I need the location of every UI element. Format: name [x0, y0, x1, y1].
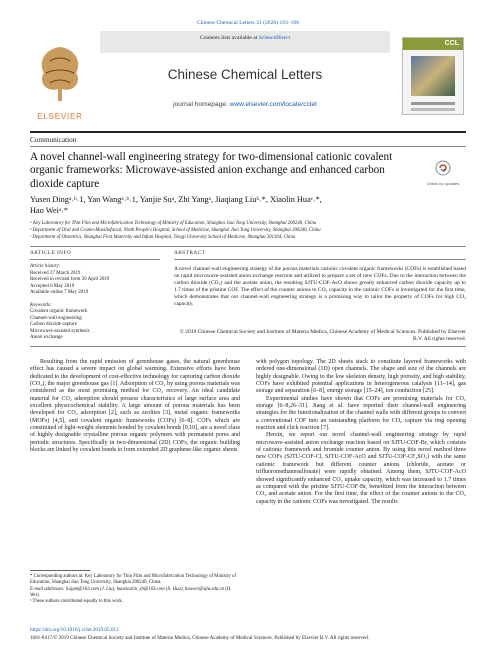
elsevier-tree-icon: [30, 39, 90, 105]
contents-bar: [100, 31, 390, 53]
article-info-heading: ARTICLE INFO: [30, 250, 72, 256]
keyword: Carbon dioxide capture: [30, 322, 77, 327]
keyword: Anion exchange: [30, 335, 63, 340]
article-history: [30, 264, 165, 342]
affiliations: [30, 220, 466, 241]
history-received: Received 27 March 2019: [30, 270, 81, 276]
footnote-emails: E-mail addresses: liujqm@163.com (J. Liu), huaxiaolin_sh@163.com (X. Hua), haowei@sjtu.edu.cn (H. Wei).: [30, 586, 232, 598]
journal-cover: [402, 37, 464, 115]
footnotes: [30, 574, 240, 605]
authors-line-2: Hao Weiᵃ˒*: [30, 206, 69, 215]
homepage-prefix: journal homepage:: [173, 101, 230, 108]
authors-line-1: Yusen Dingᵃ˒ᵇ˒1, Yan Wangᵃ˒ᵇ˒1, Yanjie Suᵃ, Zhi Yangᵃ, Jiaqiang Liuᵇ˒*, Xiaolin Huaᶜ˒*,: [30, 195, 322, 204]
bottom-copyright: 1001-8417/© 2019 Chinese Chemical Society and Institute of Materia Medica, Chinese Academy of Medical Sciences. Published by Elsevier B.V. All rights reserved.: [30, 635, 370, 641]
affiliation-b: ᵇ Department of Oral and Cranio-Maxillofacial, Ninth People's Hospital, School of Medicine, Shanghai Jiao Tong University, Shanghai 200240, China: [30, 228, 321, 233]
cover-label: CCL: [403, 38, 463, 50]
info-rule: [30, 246, 466, 247]
authors: [30, 194, 322, 216]
masthead-rule: [30, 131, 466, 133]
journal-title: Chinese Chemical Letters: [167, 67, 323, 82]
keyword: Covalent organic framework: [30, 309, 88, 314]
affiliation-a: ᵃ Key Laboratory for Thin Film and Microfabrication Technology of Ministry of Education, Shanghai Jiao Tong University, Shanghai 200240, China: [30, 221, 317, 226]
doi-link[interactable]: https://doi.org/10.1016/j.cclet.2019.05.012: [30, 627, 119, 633]
footnote-rule: [30, 570, 90, 571]
keyword: Channel-wall engineering: [30, 315, 82, 321]
abstract-copyright: © 2019 Chinese Chemical Society and Institute of Materia Medica, Chinese Academy of Medical Sciences. Published by Elsevier B.V. All rights reserved.: [179, 329, 466, 342]
check-updates-label: Check for updates: [426, 181, 460, 186]
type-rule: [30, 146, 466, 147]
body-left-paragraph: Resulting from the rapid emission of greenhouse gases, the natural greenhouse effect has caused a severe impact on global warming. Extensive efforts have been dedicated to the development of cost-effective technology for capturing carbon dioxide (CO₂), the major greenhouse gas [1]. Adsorption of CO₂ by using porous materials was considered as the most promising method for CO₂ recovery. An ideal candidate material for CO₂ adsorption should possess characteristics of large surface area and excellent physicochemical stability. A large amount of porous materials has been developed for CO₂ adsorption [2], such as zeolites [3], metal organic frameworks (MOFs) [4,5], and covalent organic frameworks (COFs) [6–8]. COFs which are constituted of light-weight elements bonded by covalent bonds [9,10], are a novel class of highly designable crystalline porous organic polymers with permanent pores and periodic structures. Specifically in two-dimensional (2D) COFs, the organic building blocks are linked by covalent bonds to form extended 2D graphene-like organic sheets: [30, 359, 240, 454]
footnote-corresponding: * Corresponding authors at: Key Laboratory for Thin Film and Microfabrication Technology of Ministry of Education, Shanghai Jiao Tong University, Shanghai 200240, China.: [30, 574, 236, 586]
article-type: Communication: [30, 136, 77, 144]
keywords-label: Keywords:: [30, 302, 52, 308]
sciencedirect-link[interactable]: ScienceDirect: [258, 35, 291, 41]
history-label: Article history:: [30, 264, 61, 269]
history-accepted: Accepted 6 May 2019: [30, 283, 75, 289]
footnote-equal-contribution: ¹ These authors contributed equally to this work.: [30, 599, 124, 605]
running-head: Chinese Chemical Letters 31 (2020) 193–196: [196, 20, 300, 26]
affiliation-c: ᶜ Department of Obstetrics, Shanghai First Maternity and Infant Hospital, Tongji University School of Medicine, Shanghai 201204, China: [30, 235, 296, 240]
cover-image: [411, 56, 455, 96]
abstract-heading: ABSTRACT: [174, 250, 206, 256]
homepage-link[interactable]: www.elsevier.com/locate/cclet: [229, 101, 317, 108]
abstract-rule: [30, 346, 466, 347]
elsevier-wordmark: ELSEVIER: [37, 112, 83, 121]
abstract-text: A novel channel-wall engineering strategy of the porous materials cationic covalent organic frameworks (COFs) is established based on rapid microwave-assisted anion exchange reaction and utilized to prepare a set of new COFs. Due to the interaction between the carbon dioxide (CO₂) and the acetate anion, the resulting SJTU-COF-AcO shows greatly enhanced carbon dioxide capacity up to 1.7 times of the pristine COF. The effect of the counter anions to CO₂ capacity in the cationic COFs is investigated for the first time, which demonstrates that our channel-wall engineering strategy is a promising way to tailor the property of COFs for high CO₂ capacity.: [174, 266, 466, 307]
masthead: [30, 31, 466, 126]
body-right-paragraph-2: Experimental studies have shown that COFs are promising materials for CO₂ storage [6–8,26–31]. Jiang et al. have reported their channel-wall engineering strategies for the functionalization of the channel walls with different groups to convert a conventional COF into an outstanding platform for CO₂ capture via ring opening reaction and click reaction [7].: [256, 395, 466, 432]
check-updates-icon: [435, 160, 451, 176]
elsevier-logo: [30, 39, 90, 121]
body-right-paragraph-3: Herein, we report our novel channel-wall engineering strategy by rapid microwave-assisted anion exchange reaction based on SJTU-COF-Br, which consists of cationic framework and bromide counter anion. By using this novel method three new COFs (SJTU-COF-Cl, SJTU-COF-AcO and SJTU-COF-CF₃SO₃) with the same cationic framework but different counter anions (chloride, acetate or trifluoromethanesulfonate) were rapidly obtained. Among them, SJTU-COF-AcO showed significantly enhanced CO₂ uptake capacity, which was increased to 1.7 times as compared with the pristine SJTU-COF-Br, benefitted from the interaction between CO₂ and acetate anion. For the first time, the effect of the counter anions to the CO₂ capacity in the cationic COFs was investigated. The results: [256, 432, 466, 505]
contents-prefix: Contents lists available at: [199, 35, 259, 41]
body-right-column: [256, 359, 466, 506]
check-for-updates-button[interactable]: [420, 160, 466, 186]
journal-homepage: [100, 101, 390, 108]
article-title: A novel channel-wall engineering strategy for two-dimensional cationic covalent organic frameworks: Microwave-assisted anion exchange and enhanced carbon dioxide capture: [30, 151, 393, 190]
body-right-paragraph-1: with polygon topology. The 2D sheets stack to constitute layered frameworks with ordered one-dimensional (1D) open channels. The shape and size of the channels are highly designable. Owing to the low skeleton density, high porosity, and high stability, COFs have exhibited potential applications in heterogeneous catalysis [11–14], gas storage and separation [6–8], energy storage [15–24], ion conduction [25].: [256, 359, 466, 395]
history-revised: Received in revised form 30 April 2019: [30, 277, 110, 282]
history-online: Available online 7 May 2019: [30, 290, 89, 295]
keyword: Microwave-assisted synthesis: [30, 328, 90, 334]
